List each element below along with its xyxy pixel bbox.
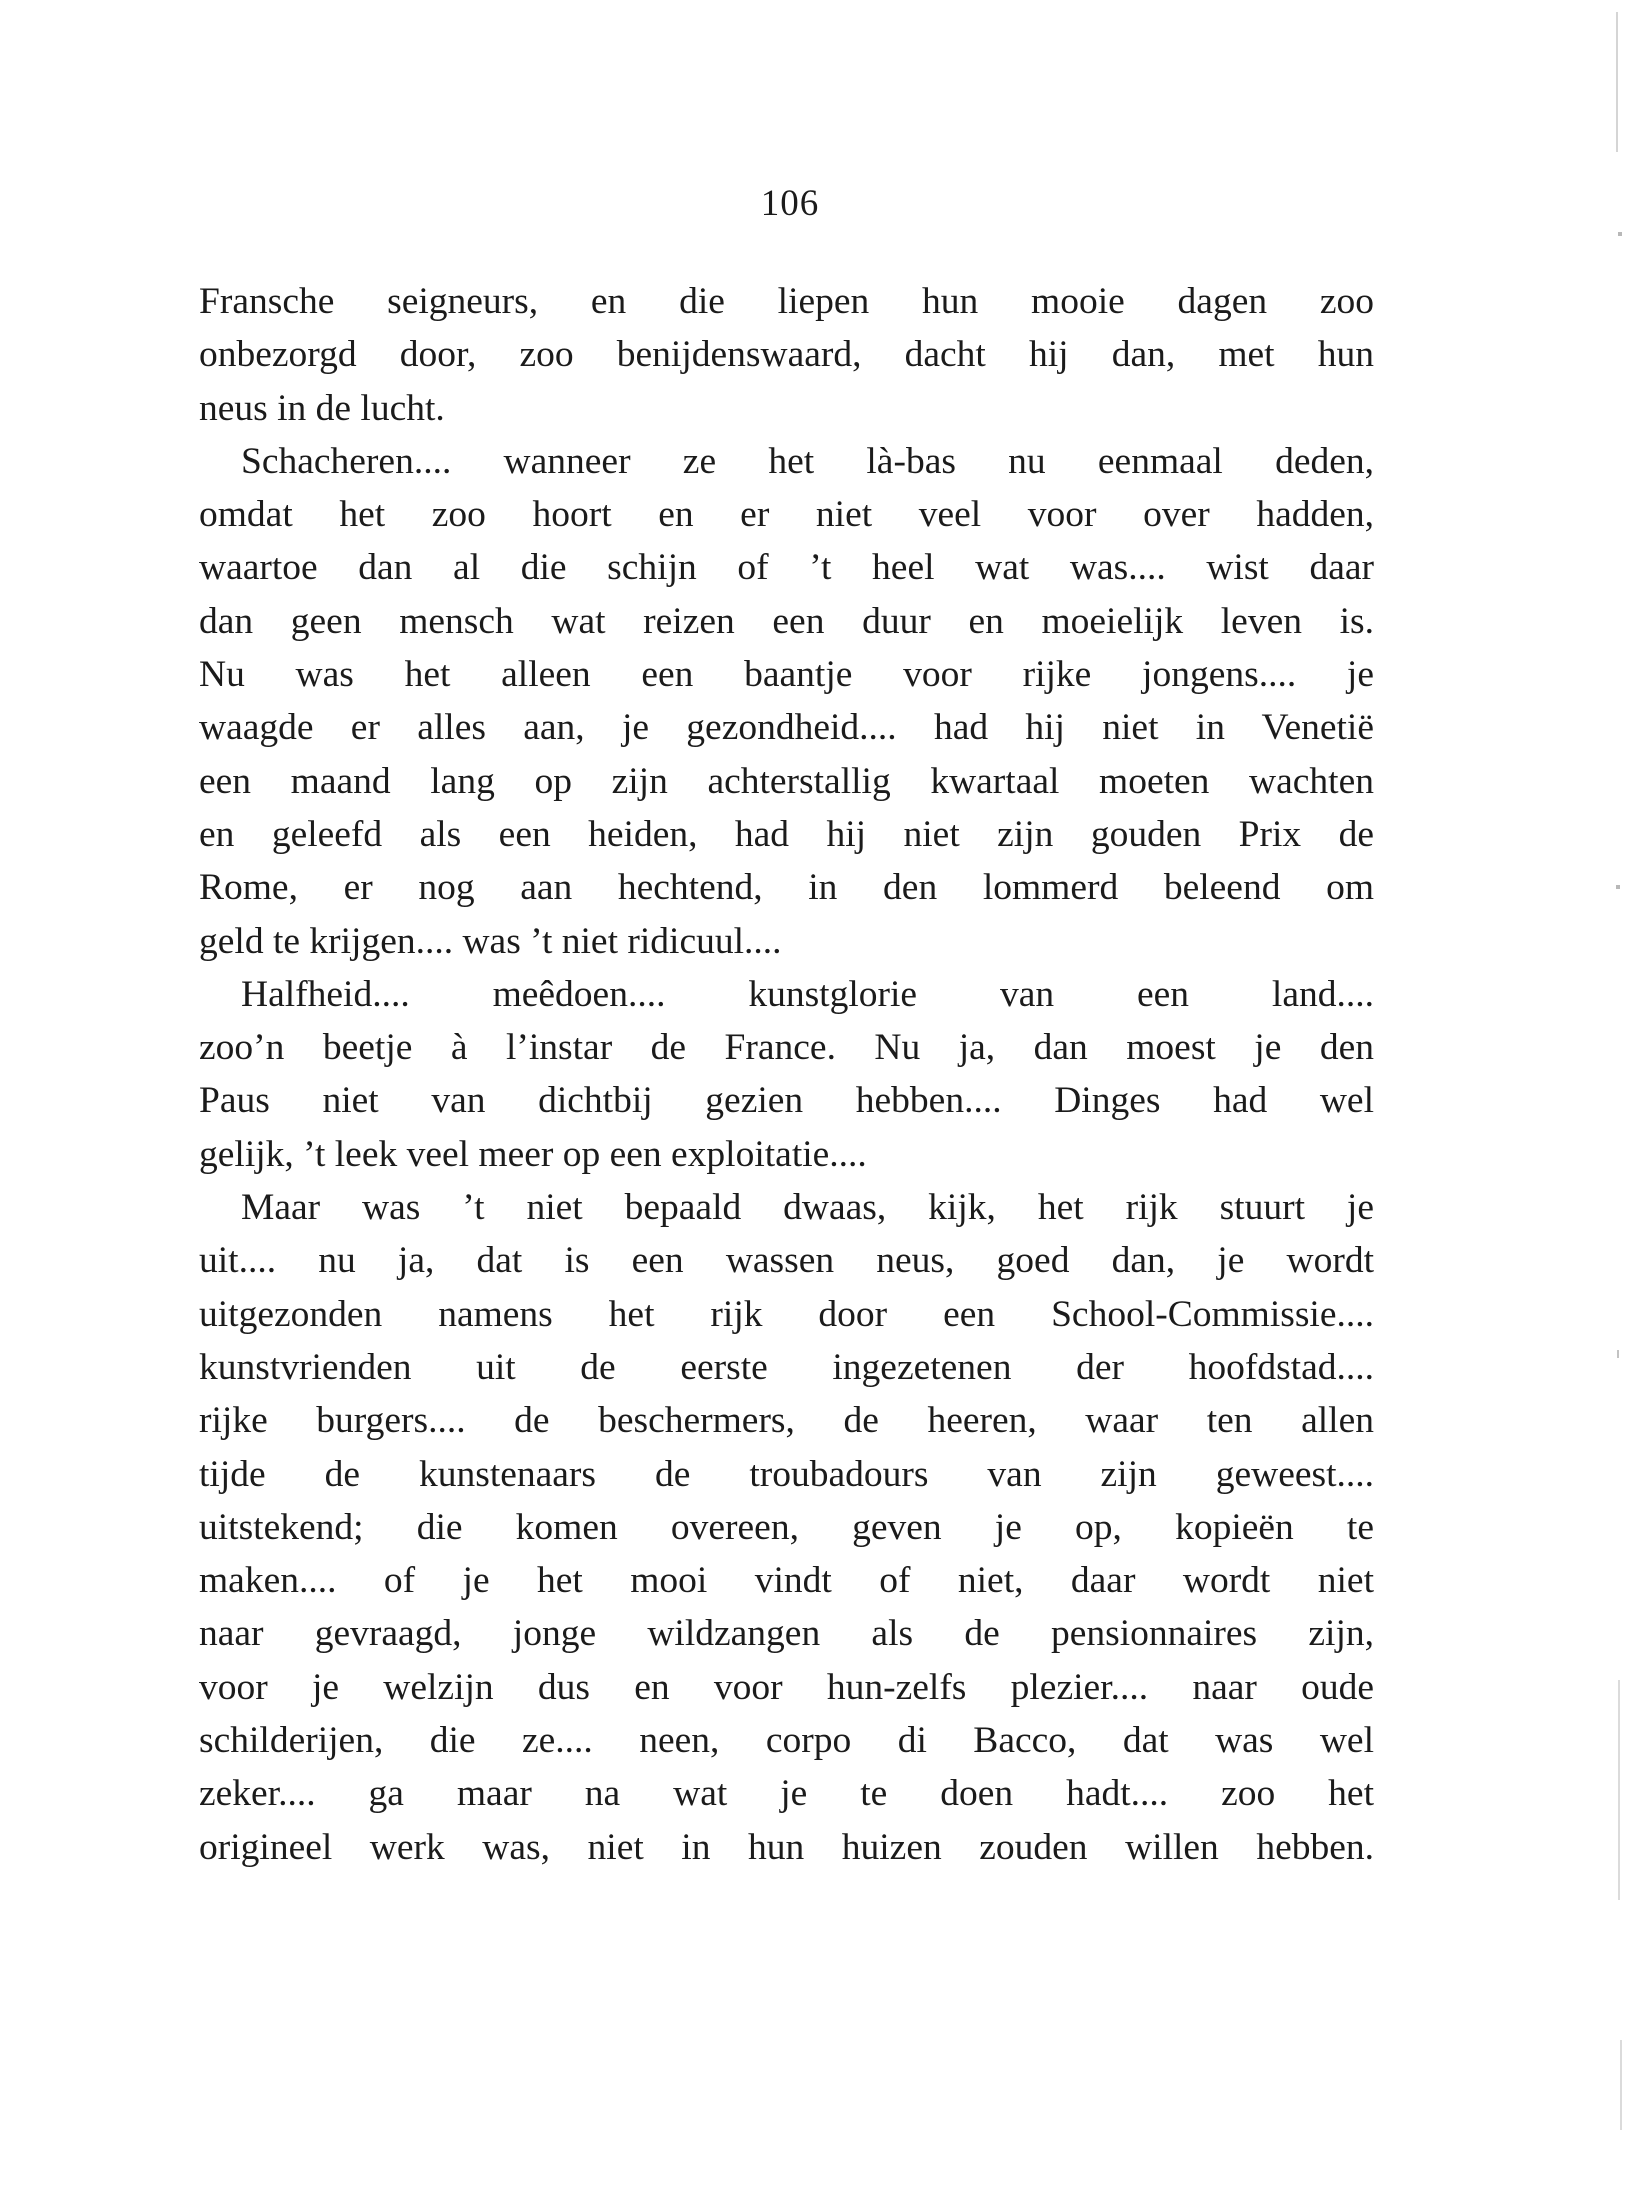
text-line: Schacheren.... wanneer ze het là-bas nu eenmaal deden,	[241, 440, 1374, 482]
scan-mark	[1616, 12, 1618, 152]
text-line: tijde de kunstenaars de troubadours van zijn geweest....	[199, 1453, 1374, 1495]
text-line: en geleefd als een heiden, had hij niet zijn gouden Prix de	[199, 813, 1374, 855]
text-line: geld te krijgen.... was ’t niet ridicuul....	[199, 920, 782, 962]
scan-mark	[1617, 1350, 1619, 1358]
text-line: uitgezonden namens het rijk door een School-Commissie....	[199, 1293, 1374, 1335]
text-line: zeker.... ga maar na wat je te doen hadt.... zoo het	[199, 1773, 1374, 1815]
text-line: onbezorgd door, zoo benijdenswaard, dacht hij dan, met hun	[199, 334, 1374, 376]
text-line: voor je welzijn dus en voor hun-zelfs plezier.... naar oude	[199, 1666, 1374, 1708]
scan-mark	[1618, 232, 1622, 236]
text-line: Paus niet van dichtbij gezien hebben.... Dinges had wel	[199, 1080, 1374, 1122]
scan-mark	[1616, 885, 1620, 889]
text-line: gelijk, ’t leek veel meer op een exploitatie....	[199, 1133, 867, 1175]
text-line: Rome, er nog aan hechtend, in den lommerd beleend om	[199, 867, 1374, 909]
text-line: rijke burgers.... de beschermers, de heeren, waar ten allen	[199, 1400, 1374, 1442]
scan-mark	[1618, 1680, 1620, 1900]
text-line: naar gevraagd, jonge wildzangen als de pensionnaires zijn,	[199, 1613, 1374, 1655]
text-line: origineel werk was, niet in hun huizen zouden willen hebben.	[199, 1826, 1374, 1868]
text-line: neus in de lucht.	[199, 387, 445, 429]
scan-mark	[1620, 2040, 1622, 2130]
text-line: Maar was ’t niet bepaald dwaas, kijk, het rijk stuurt je	[241, 1187, 1374, 1229]
text-line: waartoe dan al die schijn of ’t heel wat was.... wist daar	[199, 547, 1374, 589]
page-number: 106	[760, 183, 820, 224]
text-line: een maand lang op zijn achterstallig kwartaal moeten wachten	[199, 760, 1374, 802]
text-line: zoo’n beetje à l’instar de France. Nu ja, dan moest je den	[199, 1027, 1374, 1069]
text-line: uit.... nu ja, dat is een wassen neus, goed dan, je wordt	[199, 1240, 1374, 1282]
text-line: dan geen mensch wat reizen een duur en moeielijk leven is.	[199, 600, 1374, 642]
body-text	[199, 275, 1374, 1874]
text-line: schilderijen, die ze.... neen, corpo di Bacco, dat was wel	[199, 1720, 1374, 1762]
text-line: Nu was het alleen een baantje voor rijke jongens.... je	[199, 654, 1374, 696]
text-line: kunstvrienden uit de eerste ingezetenen der hoofdstad....	[199, 1346, 1374, 1388]
text-line: maken.... of je het mooi vindt of niet, daar wordt niet	[199, 1560, 1374, 1602]
text-line: waagde er alles aan, je gezondheid.... had hij niet in Venetië	[199, 707, 1374, 749]
text-line: Halfheid.... meêdoen.... kunstglorie van een land....	[241, 973, 1374, 1015]
text-line: uitstekend; die komen overeen, geven je op, kopieën te	[199, 1506, 1374, 1548]
text-line: omdat het zoo hoort en er niet veel voor over hadden,	[199, 494, 1374, 536]
text-line: Fransche seigneurs, en die liepen hun mooie dagen zoo	[199, 281, 1374, 322]
